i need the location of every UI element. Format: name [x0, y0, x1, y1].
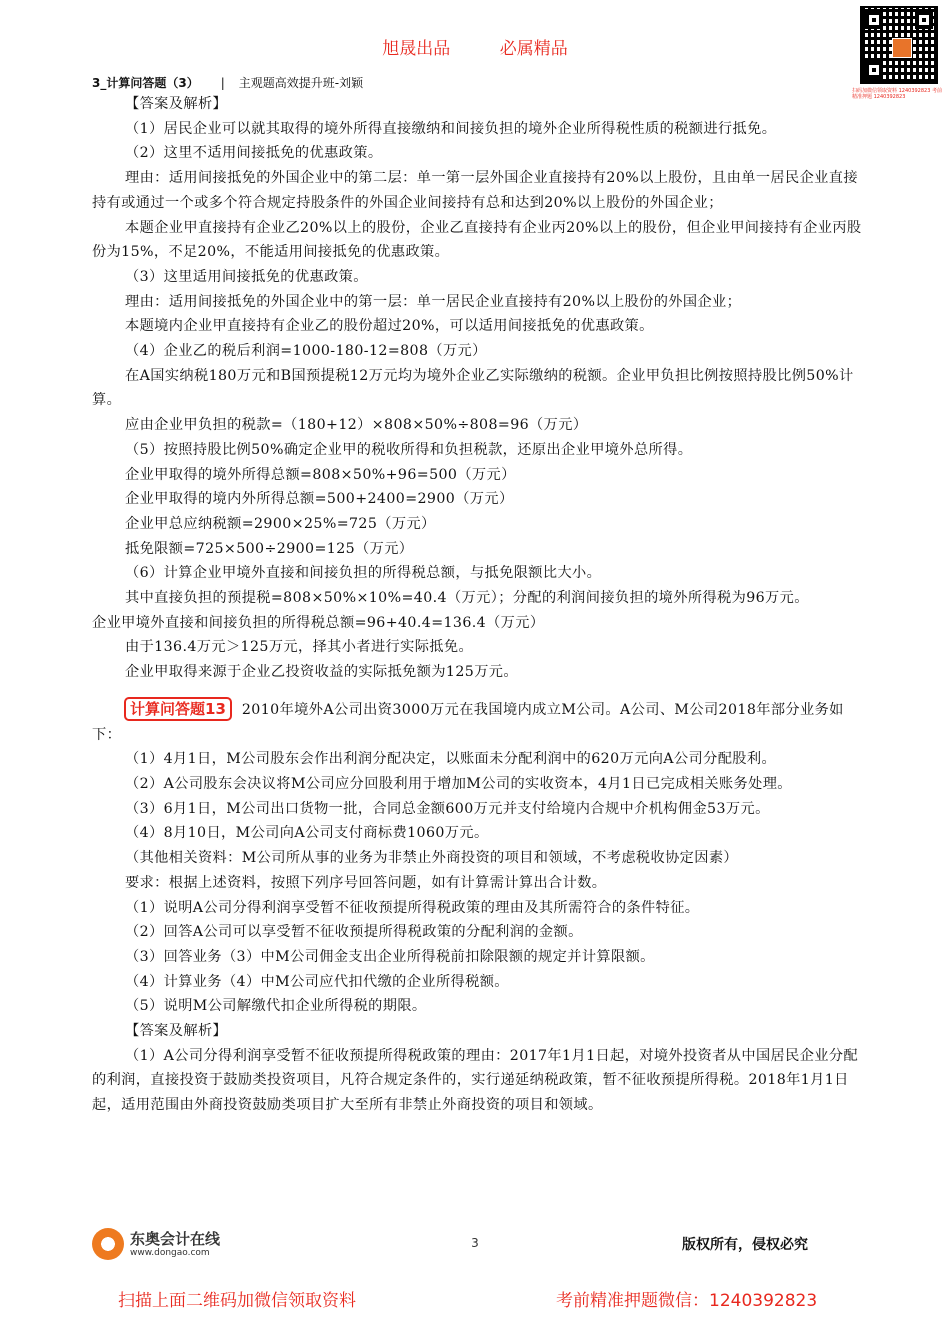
paragraph: （1）说明A公司分得利润享受暂不征收预提所得税政策的理由及其所需符合的条件特征。 [125, 899, 700, 916]
promo-banner-top [0, 34, 950, 59]
chapter-title: 3_计算问答题（3） [92, 76, 199, 90]
question-13-intro [92, 697, 862, 747]
paragraph: （4）企业乙的税后利润=1000-180-12=808（万元） [125, 343, 487, 360]
qr-caption: 扫码加微信领取资料 1240392823 考前精准押题 1240392823 [852, 88, 942, 100]
promo-text-right: 必属精品 [499, 39, 568, 59]
paragraph: 在A国实纳税180万元和B国预提税12万元均为境外企业乙实际缴纳的税额。企业甲负担比例按照持股比例50%计算。 [92, 367, 854, 409]
paragraph: （1）居民企业可以就其取得的境外所得直接缴纳和间接负担的境外企业所得税性质的税额进行抵免。 [125, 120, 777, 137]
paragraph: 企业甲取得来源于企业乙投资收益的实际抵免额为125万元。 [125, 664, 518, 681]
logo-url: www.dongao.com [130, 1248, 210, 1258]
paragraph: （2）这里不适用间接抵免的优惠政策。 [125, 145, 383, 162]
promo-bottom-right: 考前精准押题微信：1240392823 [556, 1291, 818, 1311]
paragraph: 企业甲取得的境外所得总额=808×50%+96=500（万元） [125, 466, 516, 483]
paragraph: 理由：适用间接抵免的外国企业中的第一层：单一居民企业直接持有20%以上股份的外国企业； [125, 293, 742, 310]
paragraph: 抵免限额=725×500÷2900=125（万元） [125, 540, 414, 557]
question-badge: 计算问答题13 [124, 697, 232, 721]
paragraph: 企业甲总应纳税额=2900×25%=725（万元） [125, 515, 436, 532]
paragraph: （4）计算业务（4）中M公司应代扣代缴的企业所得税额。 [125, 973, 509, 990]
document-body [92, 92, 862, 1118]
paragraph: （3）6月1日，M公司出口货物一批，合同总金额600万元并支付给境内合规中介机构佣金53万元。 [125, 800, 770, 817]
answer-section-previous [92, 92, 862, 685]
paragraph: （1）4月1日，M公司股东会作出利润分配决定，以账面未分配利润中的620万元向A公司分配股利。 [125, 751, 777, 768]
question-13-text: 2010年境外A公司出资3000万元在我国境内成立M公司。A公司、M公司2018年部分业务如下： [92, 701, 844, 743]
page-number: 3 [471, 1236, 479, 1250]
paragraph: 企业甲境外直接和间接负担的所得税总额=96+40.4=136.4（万元） [92, 614, 545, 631]
paragraph: （4）8月10日，M公司向A公司支付商标费1060万元。 [125, 825, 489, 842]
paragraph: 【答案及解析】 [125, 96, 228, 112]
paragraph: （5）说明M公司解缴代扣企业所得税的期限。 [125, 998, 427, 1015]
paragraph: （1）A公司分得利润享受暂不征收预提所得税政策的理由：2017年1月1日起，对境外投资者从中国居民企业分配的利润，直接投资于鼓励类投资项目，凡符合规定条件的，实行递延纳税政策，暂不征收预提所得税。2018年1月1日起，适用范围由外商投资鼓励类项目扩大至所有非禁止外商投资的项目和领域。 [92, 1047, 859, 1114]
paragraph: （6）计算企业甲境外直接和间接负担的所得税总额，与抵免限额比大小。 [125, 565, 602, 582]
paragraph: （2）A公司股东会决议将M公司应分回股利用于增加M公司的实收资本，4月1日已完成相关账务处理。 [125, 775, 792, 792]
paragraph: 【答案及解析】 [125, 1023, 228, 1040]
paragraph: 企业甲取得的境内外所得总额=500+2400=2900（万元） [125, 491, 514, 508]
qr-code-icon [860, 6, 938, 84]
paragraph: 其中直接负担的预提税=808×50%×10%=40.4（万元）；分配的利润间接负担的境外所得税为96万元。 [125, 590, 809, 607]
paragraph: 理由：适用间接抵免的外国企业中的第二层：单一第一层外国企业直接持有20%以上股份，且由单一居民企业直接持有或通过一个或多个符合规定持股条件的外国企业间接持有总和达到20%以上股份的外国企业； [92, 170, 858, 211]
copyright-notice: 版权所有，侵权必究 [682, 1237, 808, 1253]
paragraph: （其他相关资料：M公司所从事的业务为非禁止外商投资的项目和领域，不考虑税收协定因素） [125, 850, 739, 867]
paragraph: 本题境内企业甲直接持有企业乙的股份超过20%，可以适用间接抵免的优惠政策。 [125, 318, 654, 335]
paragraph: （3）这里适用间接抵免的优惠政策。 [125, 268, 368, 285]
question-13-section [92, 747, 862, 1118]
paragraph: 由于136.4万元＞125万元，择其小者进行实际抵免。 [125, 639, 474, 656]
page-header [92, 74, 363, 91]
header-separator: | [220, 76, 225, 90]
logo-name: 东奥会计在线 [130, 1230, 221, 1248]
paragraph: （3）回答业务（3）中M公司佣金支出企业所得税前扣除限额的规定并计算限额。 [125, 948, 655, 965]
promo-text-left: 旭晟出品 [382, 39, 451, 59]
paragraph: 本题企业甲直接持有企业乙20%以上的股份，企业乙直接持有企业丙20%以上的股份，但企业甲间接持有企业丙股份为15%，不足20%，不能适用间接抵免的优惠政策。 [92, 219, 862, 261]
promo-bottom-left: 扫描上面二维码加微信领取资料 [118, 1291, 356, 1311]
paragraph: 要求：根据上述资料，按照下列序号回答问题，如有计算需计算出合计数。 [125, 874, 607, 891]
paragraph: 应由企业甲负担的税款=（180+12）×808×50%÷808=96（万元） [125, 417, 588, 434]
course-title: 主观题高效提升班-刘颖 [238, 76, 364, 90]
paragraph: （5）按照持股比例50%确定企业甲的税收所得和负担税款，还原出企业甲境外总所得。 [125, 441, 693, 458]
paragraph: （2）回答A公司可以享受暂不征收预提所得税政策的分配利润的金额。 [125, 924, 583, 941]
